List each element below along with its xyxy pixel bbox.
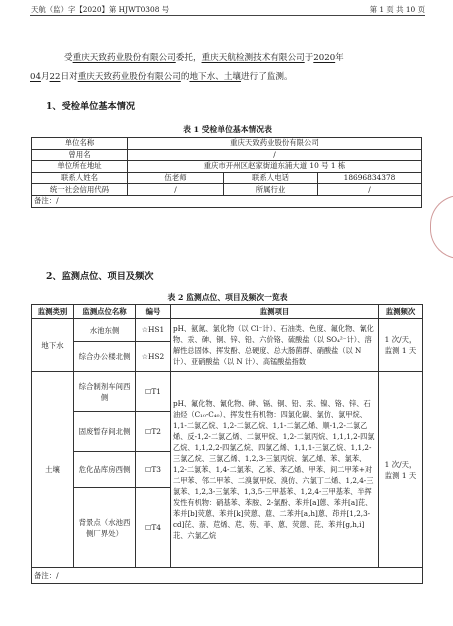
point-name: 综合制剂车间西侧 (74, 372, 136, 412)
unit-info-table (31, 137, 422, 208)
header-category: 监测类别 (32, 305, 74, 319)
header-point: 监测点位名称 (74, 305, 136, 319)
monitoring-table (31, 304, 423, 584)
groundwater-frequency: 1 次/天，监测 1 天 (379, 319, 423, 372)
point-name: 综合办公楼北侧 (74, 342, 136, 372)
table-note: 备注：/ (32, 195, 422, 207)
soil-category: 土壤 (32, 372, 74, 568)
header-divider (30, 15, 425, 16)
table-row (32, 172, 422, 184)
header-code: 编号 (136, 305, 171, 319)
page-info: 第 1 页 共 10 页 (369, 5, 425, 14)
table-row (32, 568, 423, 584)
intro-line-2: 04月22日对重庆天致药业股份有限公司的地下水、土壤进行了监测。 (30, 72, 293, 82)
monitor-year: 2020 (313, 53, 336, 63)
cell-value: / (318, 184, 422, 196)
intro-line-1: 受重庆天致药业股份有限公司委托，重庆天航检测技术有限公司于2020年 (64, 53, 344, 63)
point-code: ☐T4 (136, 488, 171, 568)
point-name: 背景点（水池西侧厂界处） (74, 488, 136, 568)
table-header-row (32, 305, 423, 319)
cell-label: 所属行业 (224, 184, 318, 196)
cell-label: 曾用名 (32, 149, 128, 161)
soil-items: pH、氟化物、氰化物、砷、镉、铜、铅、汞、镍、铬、锌、石油烃（C₁₀-C₄₀）、挥发性有机物：四氯化碳、氯仿、氯甲烷、1,1-二氯乙烷、1,2-二氯乙烷、1,1-二氯乙烯、顺-1,2-二氯乙烯、反-1,2-二氯乙烯、二氯甲烷、1,2-二氯丙烷、1,1,1,2-四氯乙烷、1,1,2,2-四氯乙烷、四氯乙烯、1,1,1-三氯乙烷、1,1,2-三氯乙烷、三氯乙烯、1,2,3-三氯丙烷、氯乙烯、苯、氯苯、1,2-二氯苯、1,4-二氯苯、乙苯、苯乙烯、甲苯、间二甲苯+对二甲苯、邻二甲苯、二溴氯甲烷、溴仿、六氯丁二烯、1,2,4-三氯苯、1,2,3-三氯苯、1,3,5-三甲基苯、1,2,4-三甲基苯、半挥发性有机物：硝基苯、苯胺、2-氯酚、苯并[a]蒽、苯并[a]芘、苯并[b]荧蒽、苯并[k]荧蒽、䓛、二苯并[a,h]蒽、茚并[1,2,3-cd]芘、萘、苊烯、苊、芴、菲、蒽、荧蒽、芘、苯并[g,h,i]苝、六氯乙烷 (171, 372, 379, 568)
section-2-title: 2、监测点位、项目及频次 (46, 271, 154, 282)
monitor-month: 04 (30, 72, 41, 82)
point-name: 水池东侧 (74, 319, 136, 342)
seal-stamp-icon (430, 195, 453, 259)
table-2-caption: 表 2 监测点位、项目及频次一览表 (167, 293, 288, 302)
header-frequency: 监测频次 (379, 305, 423, 319)
star-marker-icon: ☆ (141, 326, 149, 334)
table-row (32, 149, 422, 161)
square-marker-icon: ☐ (145, 387, 152, 396)
point-code: ☐T2 (136, 412, 171, 452)
cell-value: 伍老师 (128, 172, 224, 184)
square-marker-icon: ☐ (145, 523, 152, 532)
table-note: 备注：/ (32, 568, 423, 584)
cell-label: 联系人电话 (224, 172, 318, 184)
cell-label: 单位所在地址 (32, 161, 128, 173)
agency-name: 重庆天航检测技术有限公司 (201, 53, 305, 63)
table-1-caption: 表 1 受检单位基本情况表 (183, 125, 272, 134)
header-items: 监测项目 (171, 305, 379, 319)
point-name: 固废暂存间北侧 (74, 412, 136, 452)
square-marker-icon: ☐ (145, 427, 152, 436)
table-row (32, 195, 422, 207)
cell-value: / (128, 184, 224, 196)
cell-value: / (128, 149, 422, 161)
client-name: 重庆天致药业股份有限公司 (72, 53, 176, 63)
cell-value: 18696834378 (318, 172, 422, 184)
table-row (32, 161, 422, 173)
soil-frequency: 1 次/天，监测 1 天 (379, 372, 423, 568)
table-row (32, 372, 423, 412)
cell-label: 联系人姓名 (32, 172, 128, 184)
table-row (32, 184, 422, 196)
cell-value: 重庆市开州区赵家街道东浦大道 10 号 1 栋 (128, 161, 422, 173)
cell-label: 统一社会信用代码 (32, 184, 128, 196)
cell-label: 单位名称 (32, 138, 128, 150)
groundwater-category: 地下水 (32, 319, 74, 372)
point-code: ☐T3 (136, 452, 171, 488)
report-number: 天航（监）字【2020】第 HJWT0308 号 (31, 5, 170, 14)
client-name-2: 重庆天致药业股份有限公司 (77, 72, 181, 82)
groundwater-items: pH、氨氮、氯化物（以 Cl⁻计）、石油类、色度、氟化物、氰化物、汞、砷、铜、锌、铅、六价铬、硫酸盐（以 SO₄²⁻计）、溶解性总固体、挥发酚、总硬度、总大肠菌群、硝酸盐（以 N 计）、亚硝酸盐（以 N 计）、高锰酸盐指数 (171, 319, 379, 372)
square-marker-icon: ☐ (145, 465, 152, 474)
point-code: ☆HS2 (136, 342, 171, 372)
point-name: 危化品库房西侧 (74, 452, 136, 488)
monitor-scope: 地下水、土壤 (189, 72, 242, 82)
cell-value: 重庆天致药业股份有限公司 (128, 138, 422, 150)
section-1-title: 1、受检单位基本情况 (46, 101, 136, 112)
star-marker-icon: ☆ (141, 352, 149, 361)
point-code: ☐T1 (136, 372, 171, 412)
point-code: ☆HS1 (136, 319, 171, 342)
table-row (32, 319, 423, 342)
monitor-day: 22 (49, 72, 61, 82)
table-row (32, 138, 422, 150)
